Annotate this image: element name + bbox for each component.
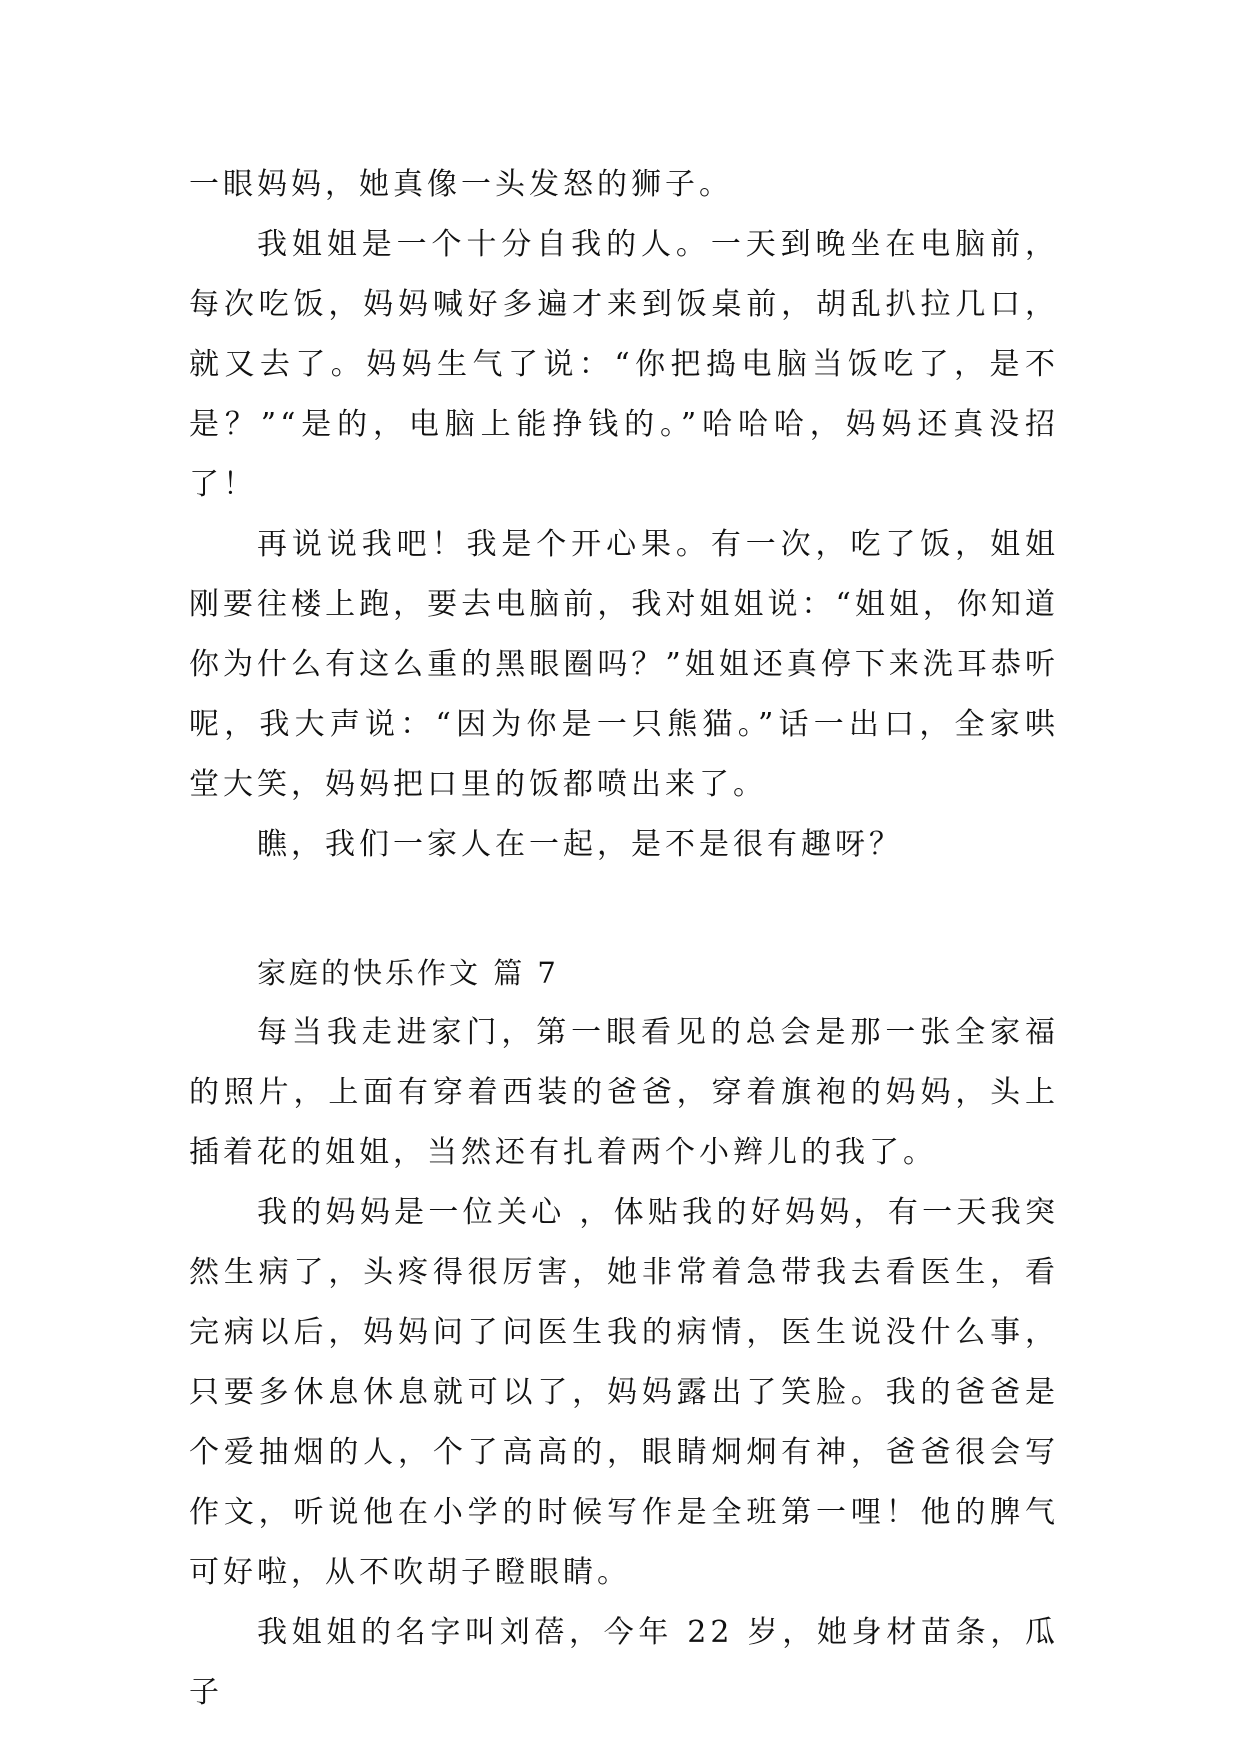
- paragraph-parents: 我的妈妈是一位关心 ，体贴我的好妈妈，有一天我突然生病了，头疼得很厉害，她非常着急带我去看医生，看完病以后，妈妈问了问医生我的病情，医生说没什么事，只要多休息休息就可以了，妈妈露出了笑脸。我的爸爸是个爱抽烟的人，个了高高的，眼睛炯炯有神，爸爸很会写作文，听说他在小学的时候写作是全班第一哩！他的脾气可好啦，从不吹胡子瞪眼睛。: [189, 1195, 1059, 1590]
- paragraph-conclusion: 瞧，我们一家人在一起，是不是很有趣呀？: [257, 827, 903, 862]
- section-spacer: [189, 875, 1059, 943]
- section-heading: 家庭的快乐作文 篇 7: [257, 956, 559, 990]
- document-body: [189, 155, 1059, 1723]
- paragraph-me: 再说说我吧！我是个开心果。有一次，吃了饭，姐姐刚要往楼上跑，要去电脑前，我对姐姐说：“姐姐，你知道你为什么有这么重的黑眼圈吗？”姐姐还真停下来洗耳恭听呢，我大声说：“因为你是一只熊猫。”话一出口，全家哄堂大笑，妈妈把口里的饭都喷出来了。: [189, 527, 1059, 802]
- paragraph-sister: 我姐姐是一个十分自我的人。一天到晚坐在电脑前，每次吃饭，妈妈喊好多遍才来到饭桌前，胡乱扒拉几口，就又去了。妈妈生气了说：“你把捣电脑当饭吃了，是不是？”“是的，电脑上能挣钱的。”哈哈哈，妈妈还真没招了！: [189, 227, 1059, 502]
- paragraph-family-photo: 每当我走进家门，第一眼看见的总会是那一张全家福的照片，上面有穿着西装的爸爸，穿着旗袍的妈妈，头上插着花的姐姐，当然还有扎着两个小辫儿的我了。: [189, 1015, 1059, 1170]
- paragraph-sister-intro: 我姐姐的名字叫刘蓓，今年 22 岁，她身材苗条，瓜子: [189, 1615, 1059, 1710]
- paragraph-continued: 一眼妈妈，她真像一头发怒的狮子。: [189, 167, 733, 202]
